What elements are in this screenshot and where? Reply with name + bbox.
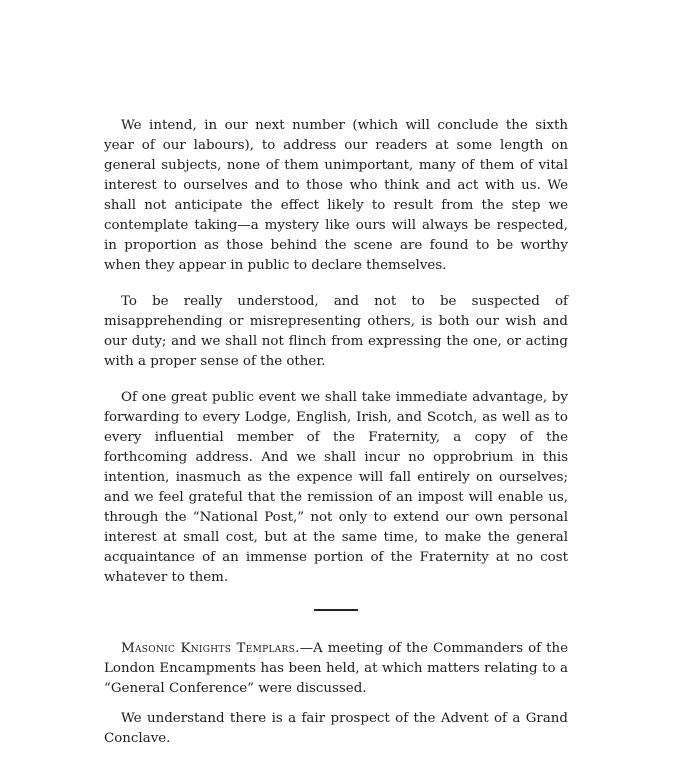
section-divider [314,609,358,611]
paragraph-understood: To be really understood, and not to be suspected of misapprehending or misrepresenting others, is both our wish and our duty; and we shall not flinch from expressing the one, or acting with a proper sense of the other. [104,294,568,369]
notice-text: —A meeting of the Commanders of the London Encampments has been held, at which matters relating to a “General Conference” were discussed. [104,641,569,696]
notice-heading: Masonic Knights Templars. [121,641,300,656]
document-page [104,116,568,749]
paragraph-knights-templars [104,639,568,699]
paragraph-public-event: Of one great public event we shall take immediate advantage, by forwarding to every Lodge, English, Irish, and Scotch, as well as to every influential member of the Fraternity, a copy of the forthcoming address. And we shall incur no opprobrium in this intention, inasmuch as the expence will fall entirely on ourselves; and we feel grateful that the remission of an impost will enable us, through the “National Post,” not only to extend our own personal interest at small cost, but at the same time, to make the general acquaintance of an immense portion of the Fraternity at no cost whatever to them. [104,390,568,585]
paragraph-grand-conclave: We understand there is a fair prospect of the Advent of a Grand Conclave. [104,711,568,746]
paragraph-next-number: We intend, in our next number (which will conclude the sixth year of our labours), to address our readers at some length on general subjects, none of them unimportant, many of them of vital interest to ourselves and to those who think and act with us. We shall not anticipate the effect likely to result from the step we contemplate taking—a mystery like ours will always be respected, in proportion as those behind the scene are found to be worthy when they appear in public to declare themselves. [104,118,568,273]
